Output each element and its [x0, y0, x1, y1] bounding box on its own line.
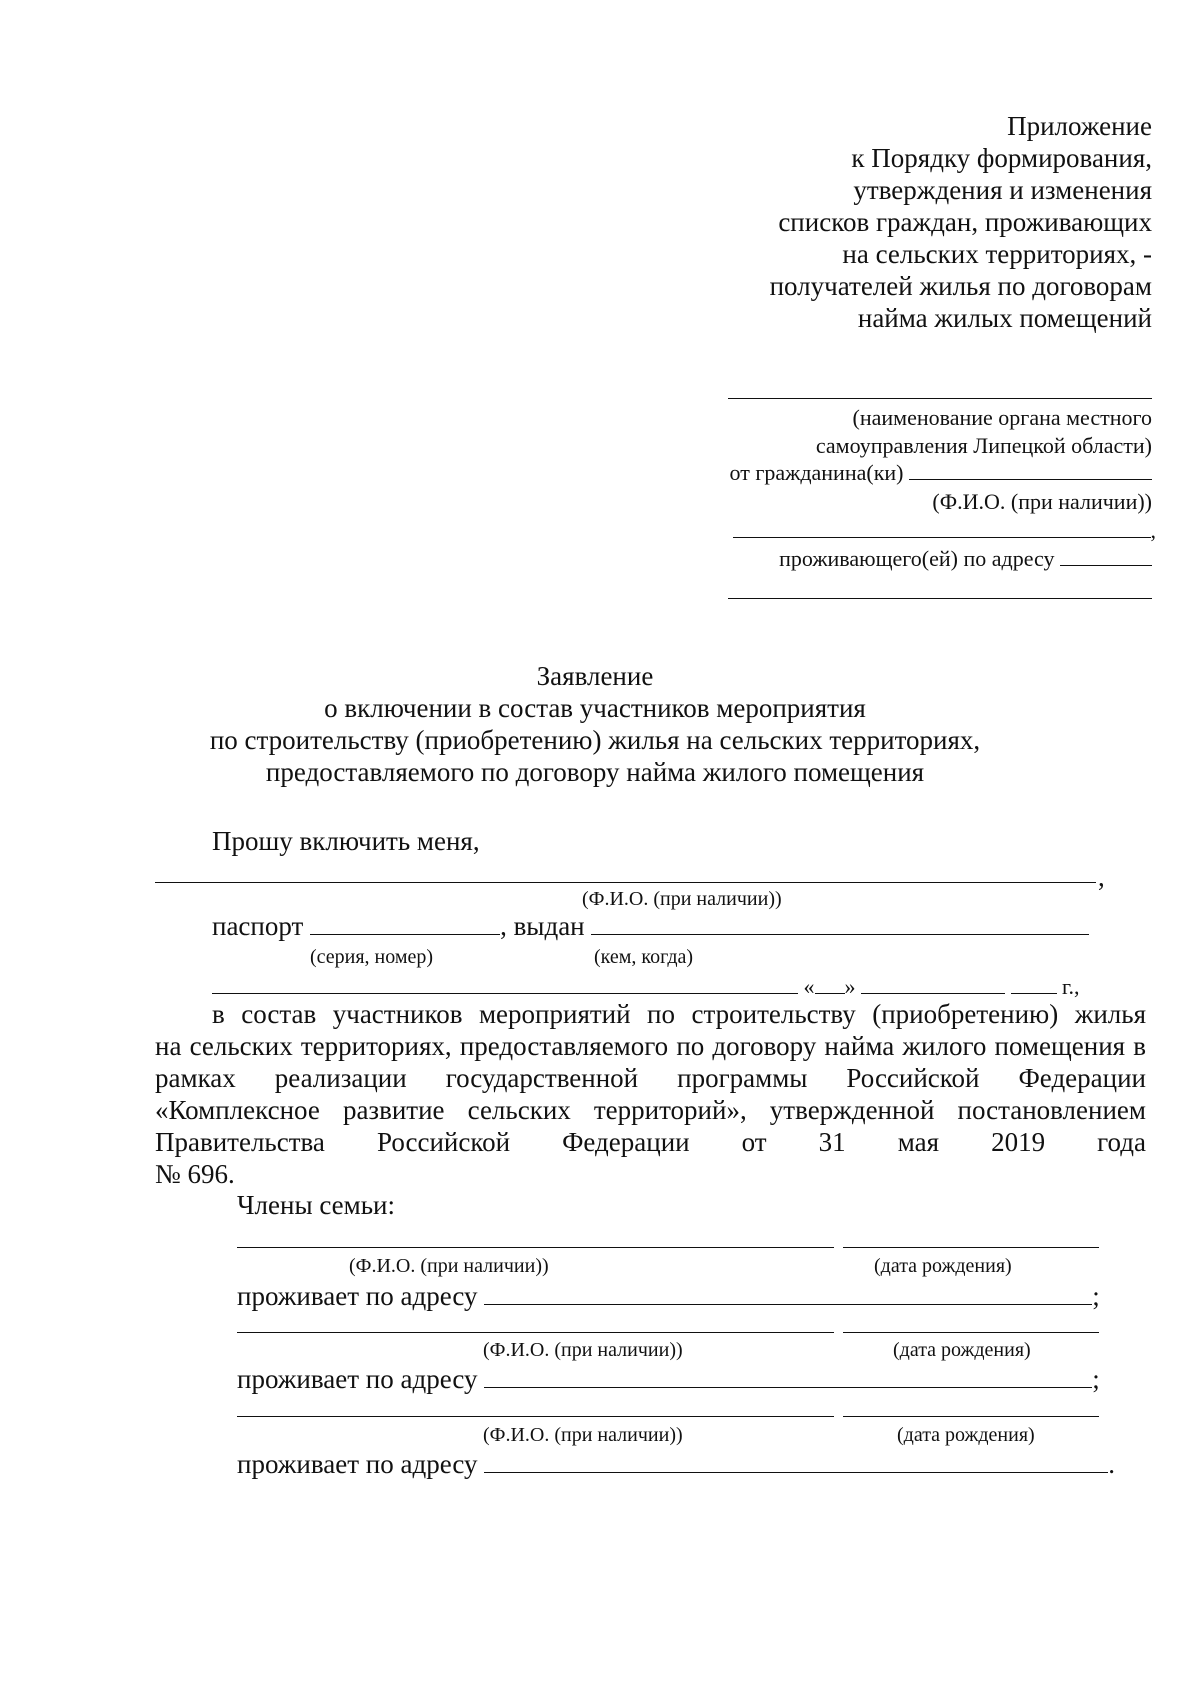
- request-intro: Прошу включить меня,: [212, 826, 480, 856]
- family-fio-caption: (Ф.И.О. (при наличии)): [483, 1424, 683, 1446]
- family-fio-caption: (Ф.И.О. (при наличии)): [349, 1255, 549, 1277]
- address-label: проживает по адресу: [237, 1364, 478, 1394]
- family-dob-caption: (дата рождения): [893, 1339, 1031, 1361]
- line-end: ;: [1092, 1364, 1100, 1394]
- family-dob-caption: (дата рождения): [897, 1424, 1035, 1446]
- residing-address-field-2[interactable]: [728, 598, 1152, 599]
- title-line: предоставляемого по договору найма жилого помещения: [265, 757, 925, 787]
- appendix-line: Приложение: [1007, 111, 1152, 141]
- series-caption: (серия, номер): [310, 946, 434, 968]
- comma: ,: [1098, 862, 1105, 892]
- family-fio-caption: (Ф.И.О. (при наличии)): [483, 1339, 683, 1361]
- document-title: [0, 660, 1200, 788]
- title-line: о включении в состав участников мероприятия: [324, 693, 866, 723]
- family-address-field[interactable]: [484, 1387, 1092, 1388]
- appendix-line: утверждения и изменения: [853, 175, 1152, 205]
- request-paragraph: [155, 998, 1146, 1190]
- residing-label: проживающего(ей) по адресу: [779, 546, 1055, 571]
- year-suffix: г.,: [1062, 974, 1080, 999]
- family-member-fio-field[interactable]: [237, 1332, 834, 1333]
- citizen-extra-row: [733, 518, 1157, 544]
- line-end: .: [1108, 1449, 1115, 1479]
- month-field[interactable]: [861, 993, 1005, 994]
- issued-label: , выдан: [500, 911, 585, 941]
- applicant-fio-field[interactable]: [155, 882, 1096, 883]
- appendix-header: [592, 110, 1152, 334]
- title-line: Заявление: [536, 661, 654, 691]
- issued-caption: (кем, когда): [594, 946, 694, 968]
- applicant-fio-caption: (Ф.И.О. (при наличии)): [582, 888, 782, 910]
- citizen-fio-field[interactable]: [909, 479, 1152, 480]
- appendix-line: списков граждан, проживающих: [778, 207, 1152, 237]
- citizen-extra-field[interactable]: [733, 537, 1151, 538]
- comma: ,: [1150, 518, 1156, 543]
- family-member-dob-field[interactable]: [843, 1247, 1099, 1248]
- authority-caption-1: (наименование органа местного: [852, 405, 1152, 430]
- citizen-fio-caption: (Ф.И.О. (при наличии)): [932, 489, 1152, 514]
- paragraph-first-line: в состав участников мероприятий по строительству (приобретению) жилья: [212, 999, 1146, 1029]
- family-address-row: [237, 1281, 1100, 1312]
- residing-address-field[interactable]: [1060, 565, 1152, 566]
- year-field[interactable]: [1011, 993, 1057, 994]
- family-address-row: [237, 1449, 1115, 1480]
- appendix-line: найма жилых помещений: [857, 303, 1152, 333]
- family-address-field[interactable]: [484, 1304, 1092, 1305]
- passport-issued-field[interactable]: [591, 934, 1089, 935]
- quote-close: »: [844, 974, 856, 999]
- appendix-line: получателей жилья по договорам: [769, 271, 1152, 301]
- family-address-field[interactable]: [484, 1472, 1108, 1473]
- family-member-dob-field[interactable]: [843, 1416, 1099, 1417]
- appendix-line: на сельских территориях, -: [842, 239, 1152, 269]
- family-member-fio-field[interactable]: [237, 1416, 834, 1417]
- family-dob-caption: (дата рождения): [874, 1255, 1012, 1277]
- from-citizen-row: [730, 460, 1152, 486]
- family-member-fio-field[interactable]: [237, 1247, 834, 1248]
- quote-open: «: [803, 974, 815, 999]
- day-field[interactable]: [815, 993, 845, 994]
- family-address-row: [237, 1364, 1100, 1395]
- paragraph-body: на сельских территориях, предоставляемого по договору найма жилого помещения в рамках реализации государственной программы Российской Федерации «Комплексное развитие сельских территорий», утвержденной постановлением Правительства Российской Федерации от 31 мая 2019 года: [155, 1031, 1146, 1157]
- authority-caption-2: самоуправления Липецкой области): [815, 433, 1152, 458]
- from-citizen-label: от гражданина(ки): [729, 460, 904, 485]
- authority-name-field[interactable]: [728, 398, 1152, 399]
- line-end: ;: [1092, 1281, 1100, 1311]
- family-member-dob-field[interactable]: [843, 1332, 1099, 1333]
- address-label: проживает по адресу: [237, 1449, 478, 1479]
- passport-label: паспорт: [212, 911, 304, 941]
- appendix-line: к Порядку формирования,: [851, 143, 1152, 173]
- family-label: Члены семьи:: [237, 1190, 395, 1220]
- passport-row: [212, 911, 1089, 942]
- title-line: по строительству (приобретению) жилья на сельских территориях,: [209, 725, 981, 755]
- paragraph-last-line: № 696.: [155, 1159, 235, 1189]
- issued-by-field[interactable]: [212, 993, 798, 994]
- residing-row: [779, 546, 1152, 572]
- issued-date-row: [212, 974, 1080, 1000]
- passport-series-field[interactable]: [310, 934, 500, 935]
- address-label: проживает по адресу: [237, 1281, 478, 1311]
